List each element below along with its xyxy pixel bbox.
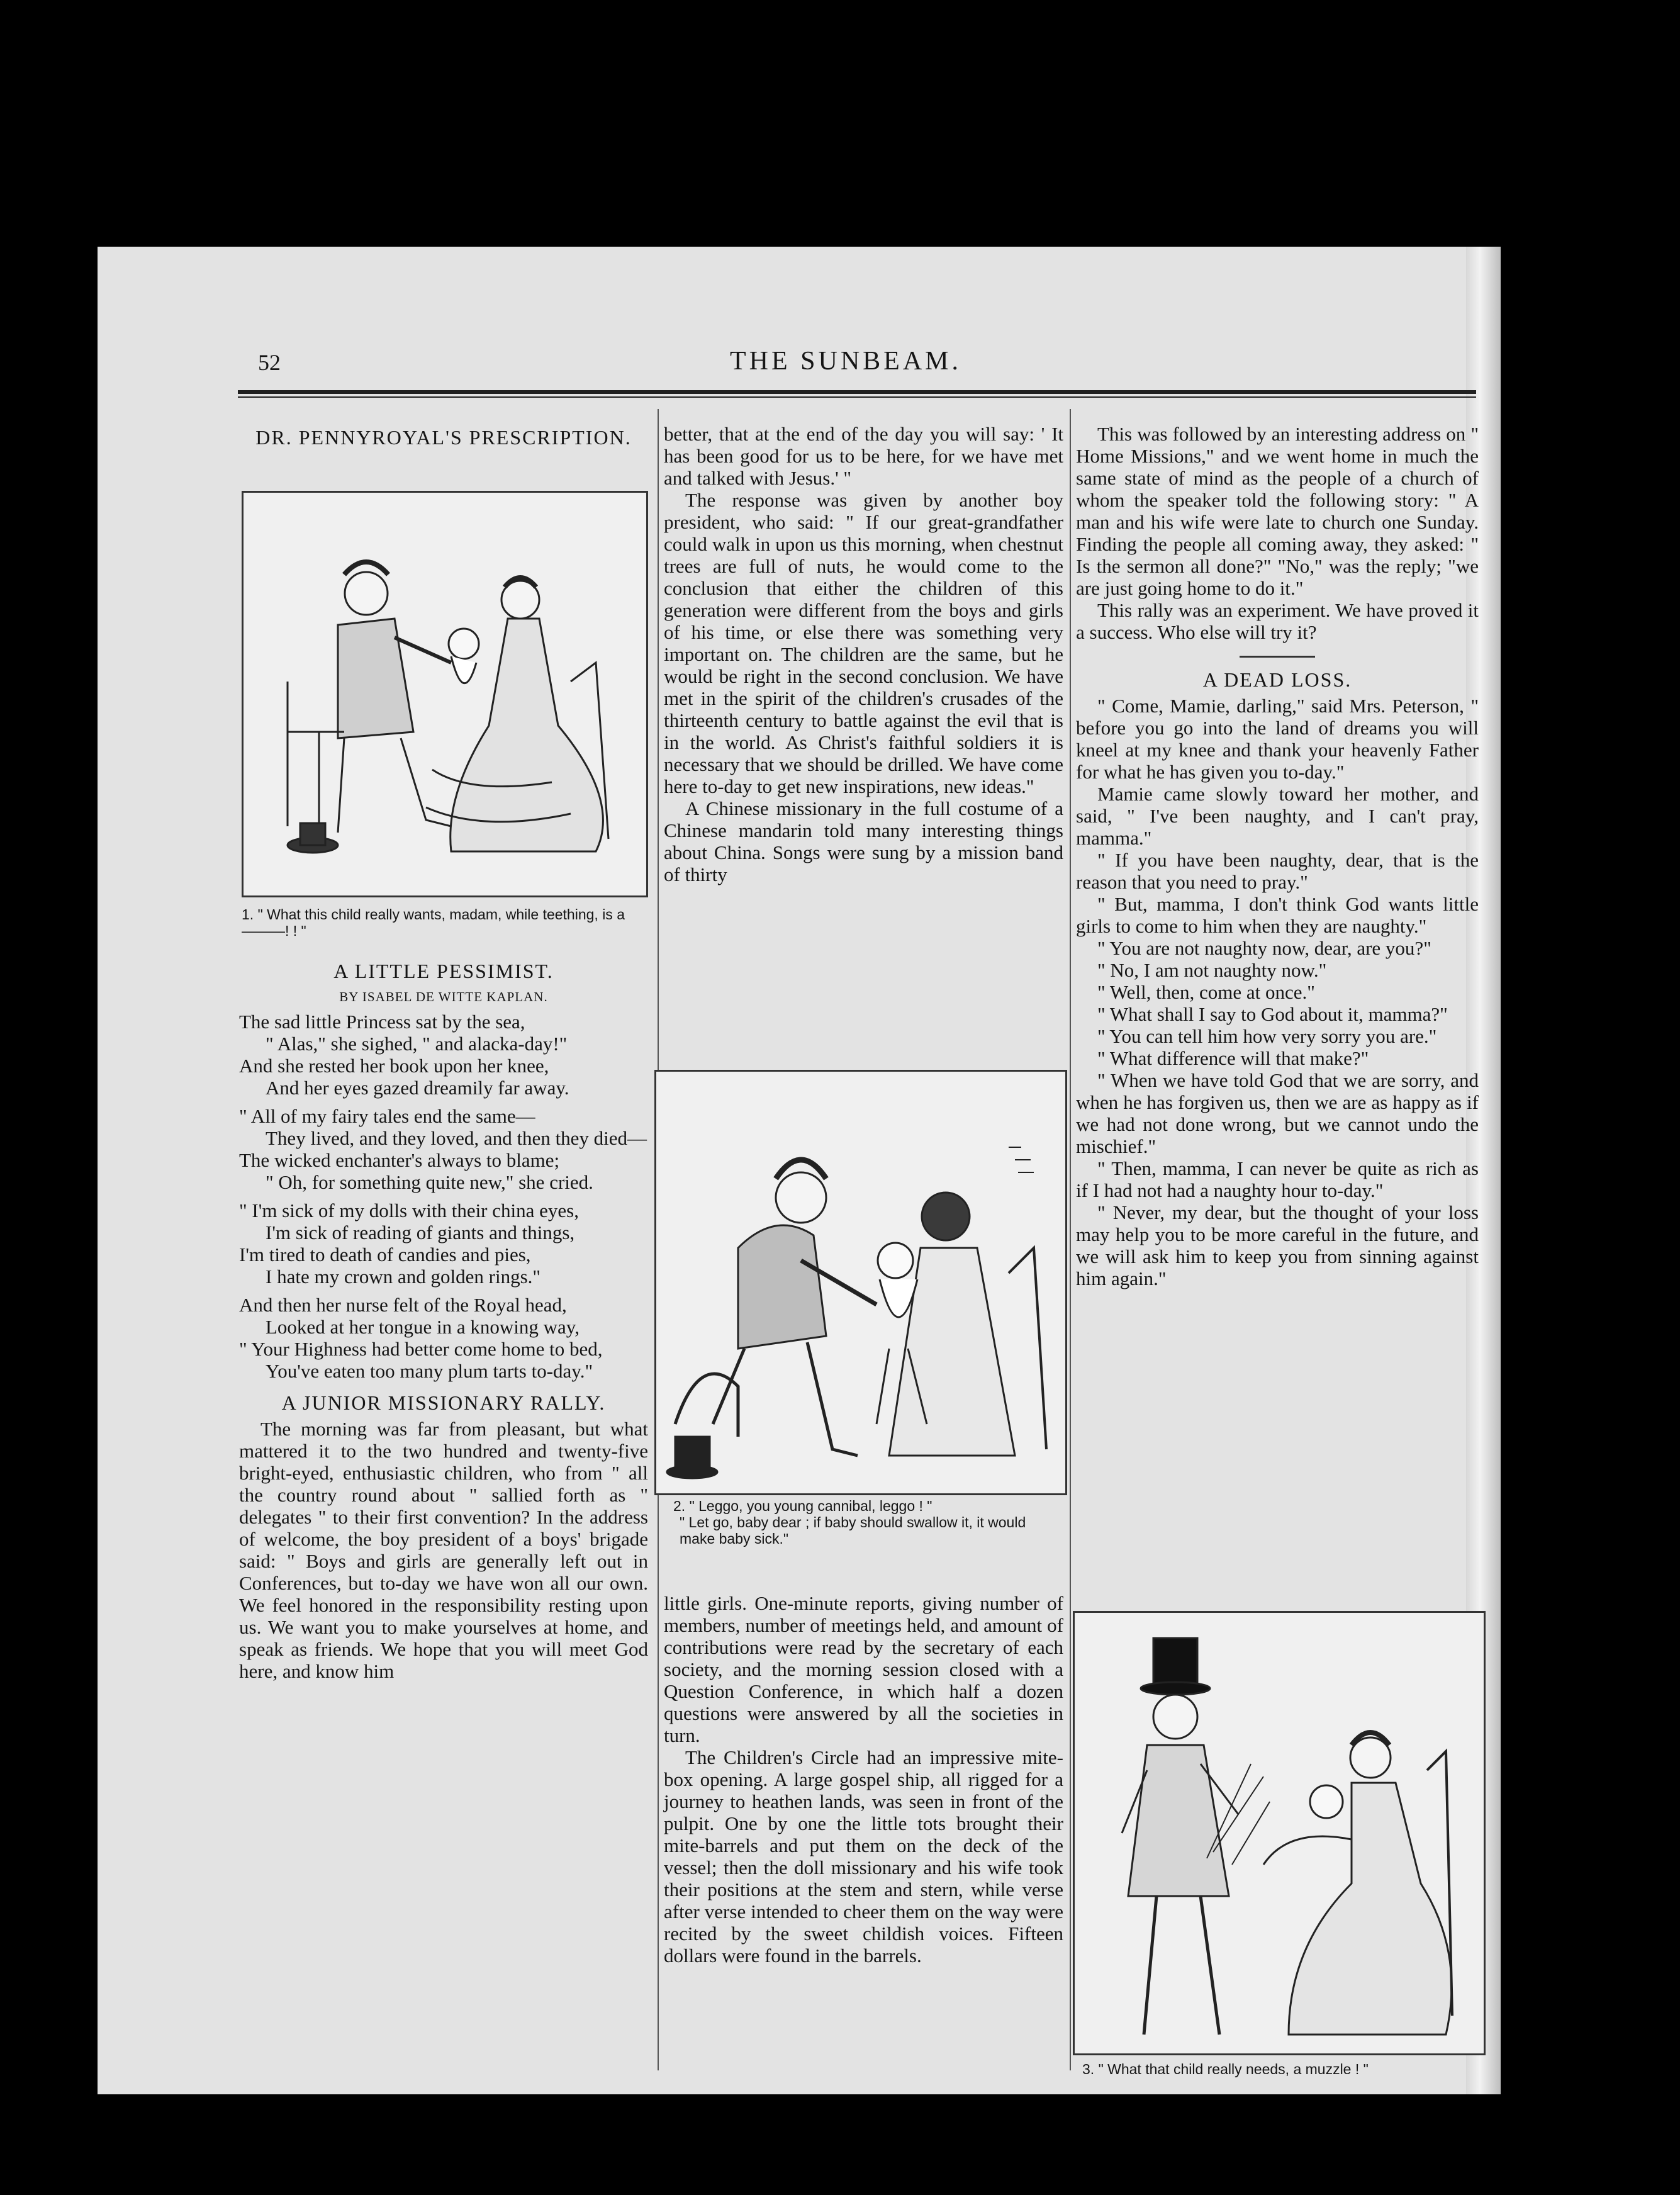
poem-line: They lived, and they loved, and then they died— [266, 1127, 647, 1149]
poem-line: " I'm sick of my dolls with their china eyes, [239, 1199, 579, 1221]
poem-line: The wicked enchanter's always to blame; [239, 1149, 560, 1171]
column-2 [664, 423, 1063, 885]
column-1 [239, 423, 648, 452]
poem-line: " Oh, for something quite new," she cried. [266, 1171, 593, 1193]
poem-line: Looked at her tongue in a knowing way, [266, 1316, 580, 1338]
dead-loss-body [1076, 695, 1479, 1289]
illustration-1-caption: 1. " What this child really wants, madam, while teething, is a———! ! " [242, 906, 625, 939]
poem-line: And then her nurse felt of the Royal head, [239, 1294, 567, 1316]
paragraph: This rally was an experiment. We have proved it a success. Who else will try it? [1076, 599, 1479, 643]
dialogue-paragraph: " If you have been naughty, dear, that is the reason that you need to pray." [1076, 849, 1479, 893]
poem-stanza [239, 1294, 648, 1382]
caption-line: " Let go, baby dear ; if baby should swallow it, it would make baby sick." [680, 1514, 1026, 1547]
column-1-lower [239, 957, 648, 1682]
dialogue-paragraph: " Then, mamma, I can never be quite as rich as if I had not had a naughty hour to-day." [1076, 1157, 1479, 1201]
dialogue-paragraph: " You can tell him how very sorry you are." [1097, 1025, 1437, 1047]
dialogue-paragraph: " What shall I say to God about it, mamma?" [1097, 1003, 1448, 1025]
paragraph: better, that at the end of the day you will say: ' It has been good for us to be here, for we have met and talked with Jesus.' " [664, 423, 1063, 489]
article-title-rally: A JUNIOR MISSIONARY RALLY. [281, 1391, 606, 1414]
dialogue-paragraph: " But, mamma, I don't think God wants little girls to come to him when they are naughty." [1076, 893, 1479, 937]
poem-line: You've eaten too many plum tarts to-day." [266, 1360, 593, 1382]
poem-line: I hate my crown and golden rings." [266, 1266, 541, 1288]
column-3 [1076, 423, 1479, 1289]
poem-line: " Your Highness had better come home to bed, [239, 1338, 603, 1360]
illustration-1 [242, 491, 648, 897]
masthead-rule-thin [238, 396, 1476, 398]
poem-stanza [239, 1011, 648, 1099]
poem-byline: BY ISABEL DE WITTE KAPLAN. [339, 989, 548, 1004]
illustration-2-caption [667, 1498, 1063, 1547]
masthead-rule [238, 390, 1476, 394]
paragraph: The Children's Circle had an impressive mite-box opening. A large gospel ship, all rigged for a journey to heathen lands, was seen in front of the pulpit. One by one the little tots brought their mite-barrels and put them on the deck of the vessel; then the doll missionary and his wife took their positions at the stem and stern, while verse after verse intended to cheer them on the way were recited by the sweet childish voices. Fifteen dollars were found in the barrels. [664, 1746, 1063, 1967]
poem-stanza [239, 1199, 648, 1288]
poem-line: I'm tired to death of candies and pies, [239, 1243, 531, 1266]
paragraph: The morning was far from pleasant, but what mattered it to the two hundred and twenty-five bright-eyed, enthusiastic children, who from " all the country round about " sallied forth as " delegates " to their first convention? In the address of welcome, the boy president of a boys' brigade said: " Boys and girls are generally left out in Conferences, but to-day we have won all our own. We feel honored in the responsibility resting upon us. We want you to make yourselves at home, and speak as friends. We hope that you will meet God here, and know him [239, 1418, 648, 1682]
article-title-pessimist: A LITTLE PESSIMIST. [333, 960, 554, 982]
article-title-dead-loss: A DEAD LOSS. [1202, 668, 1352, 691]
dialogue-paragraph: " Come, Mamie, darling," said Mrs. Peterson, " before you go into the land of dreams you will kneel at my knee and thank your heavenly Father for what he has given you to-day." [1076, 695, 1479, 783]
page-number: 52 [258, 350, 281, 375]
illustration-2 [654, 1070, 1067, 1495]
section-separator [1240, 656, 1315, 658]
poem [239, 1011, 648, 1382]
poem-line: And she rested her book upon her knee, [239, 1055, 549, 1077]
poem-line: " Alas," she sighed, " and alacka-day!" [266, 1033, 568, 1055]
poem-line: And her eyes gazed dreamily far away. [266, 1077, 569, 1099]
column-divider-2 [1070, 409, 1071, 2070]
illustration-3-caption: 3. " What that child really needs, a muzzle ! " [1082, 2061, 1369, 2077]
caption-line: 2. " Leggo, you young cannibal, leggo ! " [673, 1498, 932, 1514]
masthead: THE SUNBEAM. [730, 347, 962, 376]
poem-line: I'm sick of reading of giants and things, [266, 1221, 575, 1243]
paragraph: little girls. One-minute reports, giving number of members, number of meetings held, and amount of contributions were read by the secretary of each society, and the morning session closed with a Question Conference, in which half a dozen questions were answered by all the societies in turn. [664, 1592, 1063, 1746]
dialogue-paragraph: " When we have told God that we are sorry, and when he has forgiven us, then we are as happy as if we had not done wrong, but we cannot undo the mischief." [1076, 1069, 1479, 1157]
paragraph: The response was given by another boy president, who said: " If our great-grandfather could walk in upon us this morning, when chestnut trees are full of nuts, he would come to the conclusion that either the children of this generation were different from the boys and girls of his time, or else there was something very important on. The children are the same, but he would be right in the second conclusion. We have met in the spirit of the children's crusades of the thirteenth century to battle against the evil that is in the world. As Christ's faithful soldiers it is necessary that we should be drilled. We have come here to-day to get new inspirations, new ideas." [664, 489, 1063, 797]
column-2-lower [664, 1592, 1063, 1967]
dialogue-paragraph: " Never, my dear, but the thought of your loss may help you to be more careful in the future, and we will ask him to keep you from sinning against him again." [1076, 1201, 1479, 1289]
poem-line: The sad little Princess sat by the sea, [239, 1011, 525, 1033]
article-title-prescription: DR. PENNYROYAL'S PRESCRIPTION. [255, 426, 632, 449]
dialogue-paragraph: " You are not naughty now, dear, are you?" [1097, 937, 1431, 959]
dialogue-paragraph: Mamie came slowly toward her mother, and said, " I've been naughty, and I can't pray, mamma." [1076, 783, 1479, 849]
poem-line: " All of my fairy tales end the same— [239, 1105, 535, 1127]
paragraph: A Chinese missionary in the full costume of a Chinese mandarin told many interesting things about China. Songs were sung by a mission band of thirty [664, 797, 1063, 885]
dialogue-paragraph: " What difference will that make?" [1097, 1047, 1369, 1069]
paragraph: This was followed by an interesting address on " Home Missions," and we went home in much the same state of mind as the people of a church of whom the speaker told the following story: " A man and his wife were late to church one Sunday. Finding the people all coming away, they asked: " Is the sermon all done?" "No," was the reply; "we are just going home to do it." [1076, 423, 1479, 599]
dialogue-paragraph: " Well, then, come at once." [1097, 981, 1315, 1003]
poem-stanza [239, 1105, 648, 1193]
dialogue-paragraph: " No, I am not naughty now." [1097, 959, 1327, 981]
illustration-3 [1073, 1611, 1486, 2055]
